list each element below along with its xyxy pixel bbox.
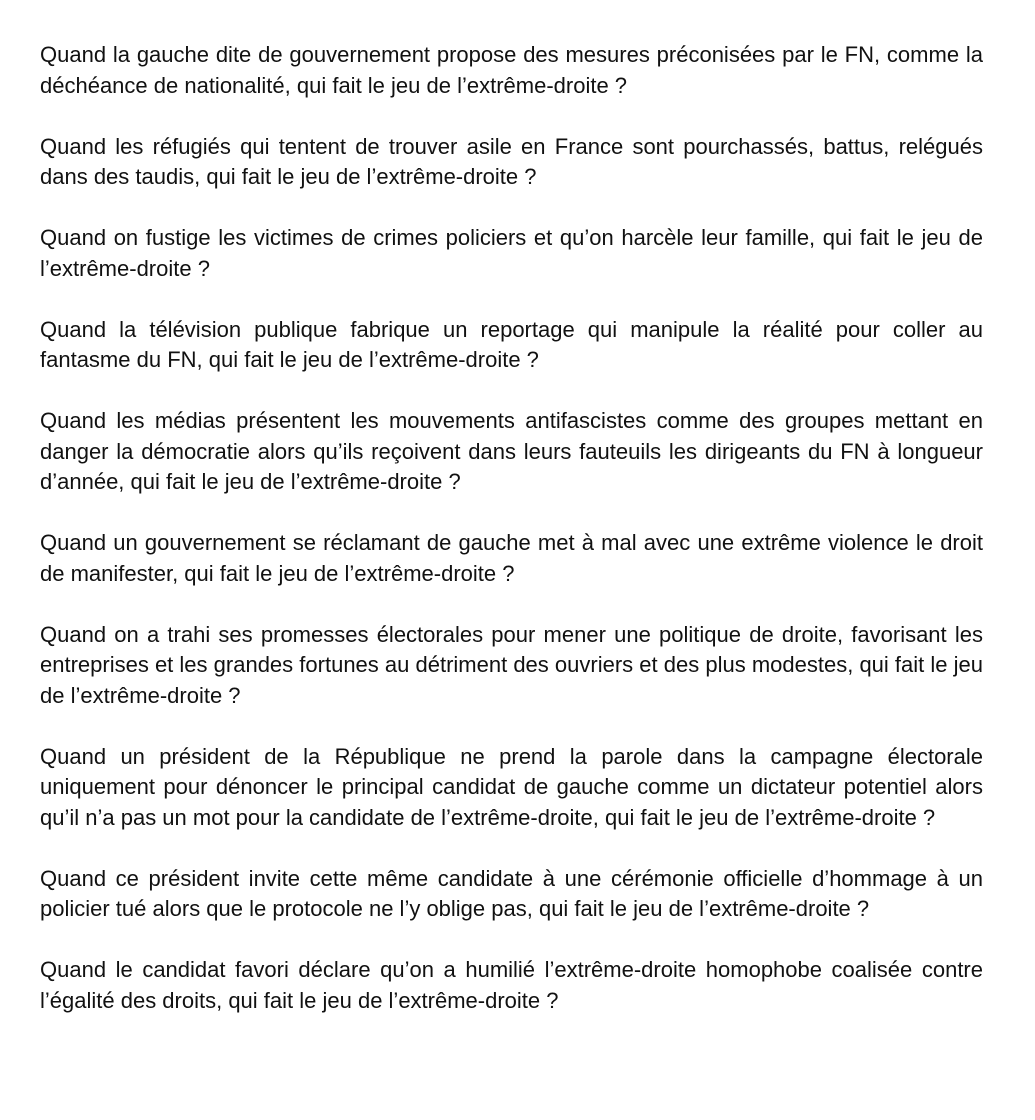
document-body <box>40 40 983 1047</box>
paragraph-7: Quand on a trahi ses promesses électorales pour mener une politique de droite, favorisant les entreprises et les grandes fortunes au détriment des ouvriers et des plus modestes, qui fait le jeu de l’extrême-droite ? <box>40 621 983 708</box>
paragraph-1: Quand la gauche dite de gouvernement propose des mesures préconisées par le FN, comme la déchéance de nationalité, qui fait le jeu de l’extrême-droite ? <box>40 42 983 98</box>
paragraph-2: Quand les réfugiés qui tentent de trouver asile en France sont pourchassés, battus, relégués dans des taudis, qui fait le jeu de l’extrême-droite ? <box>40 133 983 189</box>
paragraph-4: Quand la télévision publique fabrique un reportage qui manipule la réalité pour coller au fantasme du FN, qui fait le jeu de l’extrême-droite ? <box>40 316 983 372</box>
paragraph-6: Quand un gouvernement se réclamant de gauche met à mal avec une extrême violence le droit de manifester, qui fait le jeu de l’extrême-droite ? <box>40 530 983 586</box>
paragraph-8: Quand un président de la République ne prend la parole dans la campagne électorale uniquement pour dénoncer le principal candidat de gauche comme un dictateur potentiel alors qu’il n’a pas un mot pour la candidate de l’extrême-droite, qui fait le jeu de l’extrême-droite ? <box>40 743 983 830</box>
paragraph-3: Quand on fustige les victimes de crimes policiers et qu’on harcèle leur famille, qui fait le jeu de l’extrême-droite ? <box>40 225 983 281</box>
paragraph-9: Quand ce président invite cette même candidate à une cérémonie officielle d’hommage à un policier tué alors que le protocole ne l’y oblige pas, qui fait le jeu de l’extrême-droite ? <box>40 865 983 921</box>
paragraph-10: Quand le candidat favori déclare qu’on a humilié l’extrême-droite homophobe coalisée contre l’égalité des droits, qui fait le jeu de l’extrême-droite ? <box>40 957 983 1013</box>
paragraph-5: Quand les médias présentent les mouvements antifascistes comme des groupes mettant en danger la démocratie alors qu’ils reçoivent dans leurs fauteuils les dirigeants du FN à longueur d’année, qui fait le jeu de l’extrême-droite ? <box>40 408 983 494</box>
